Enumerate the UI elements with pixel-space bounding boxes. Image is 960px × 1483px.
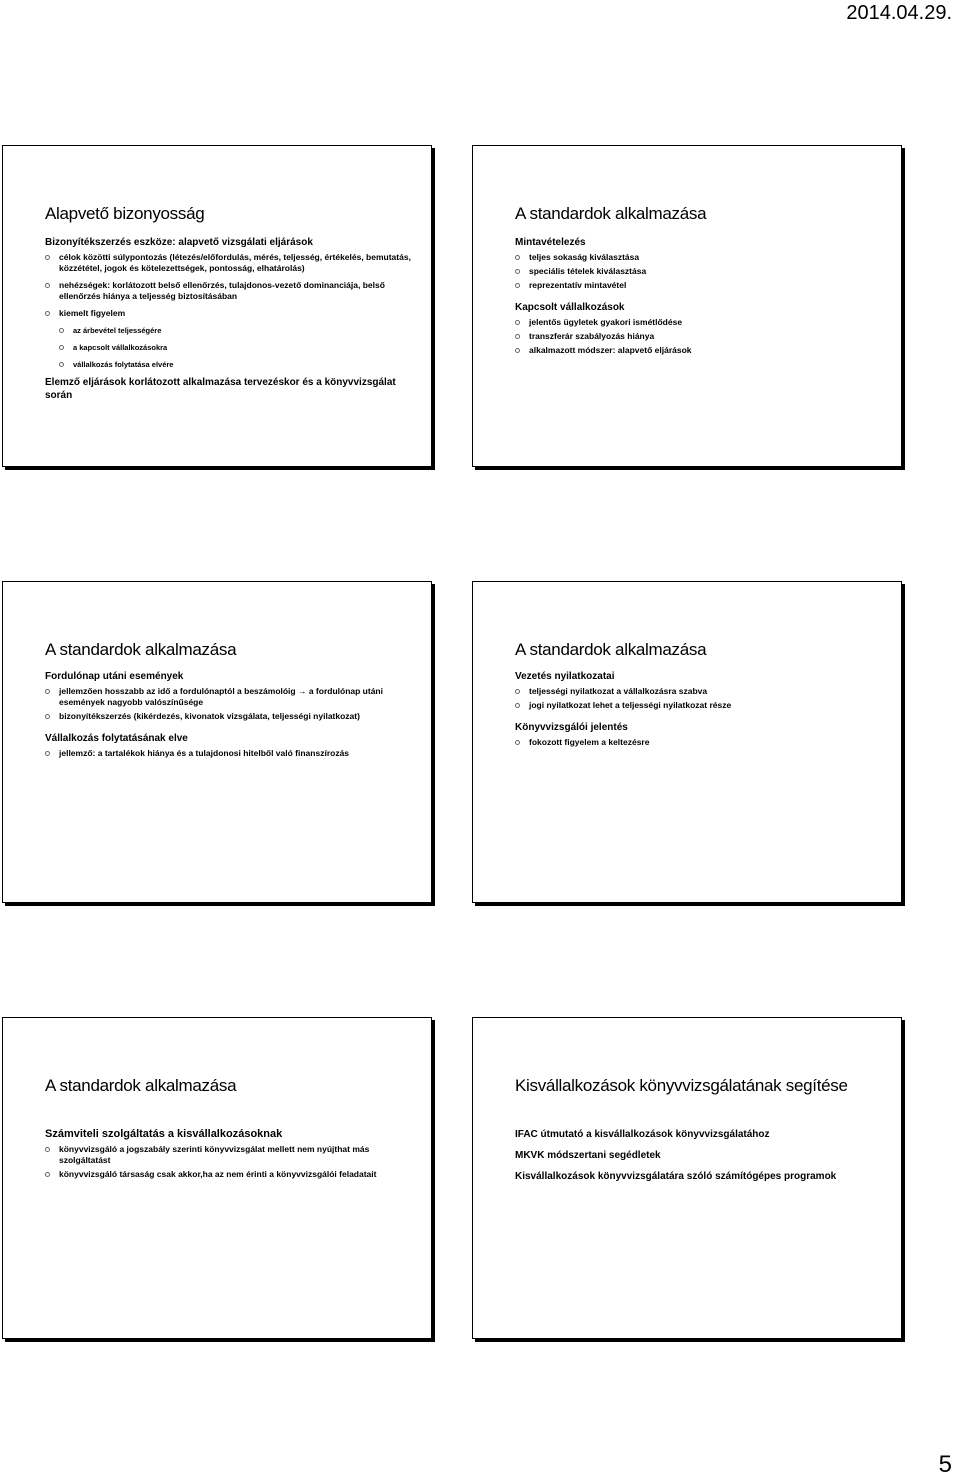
slide-body	[45, 670, 413, 762]
slide-4	[472, 581, 902, 903]
list-item: kiemelt figyelem	[45, 308, 413, 319]
bullet-list	[515, 737, 883, 748]
slide-body	[515, 1128, 883, 1191]
bullet-list	[515, 252, 883, 291]
list-item: teljes sokaság kiválasztása	[515, 252, 883, 263]
bullet-list	[515, 686, 883, 711]
section-heading: Vezetés nyilatkozatai	[515, 671, 615, 682]
list-item: speciális tételek kiválasztása	[515, 266, 883, 277]
list-item: könyvvizsgáló társaság csak akkor,ha az nem érinti a könyvvizsgálói feladatait	[45, 1169, 413, 1180]
slide-title: Alapvető bizonyosság	[45, 204, 205, 223]
section-heading: Vállalkozás folytatásának elve	[45, 733, 188, 744]
bullet-list	[515, 317, 883, 356]
section-heading: Számviteli szolgáltatás a kisvállalkozásoknak	[45, 1128, 283, 1140]
list-item: nehézségek: korlátozott belső ellenőrzés, tulajdonos-vezető dominanciája, belső ellenőrzés hiánya a teljesség biztosításában	[45, 280, 413, 302]
bullet-list	[45, 748, 413, 759]
list-sub-item: vállalkozás folytatása elvére	[45, 359, 413, 370]
list-item: jellemző: a tartalékok hiánya és a tulajdonosi hitelből való finanszírozás	[45, 748, 413, 759]
slide-body	[515, 670, 883, 751]
list-item: fokozott figyelem a keltezésre	[515, 737, 883, 748]
list-sub-item: a kapcsolt vállalkozásokra	[45, 342, 413, 353]
list-item: teljességi nyilatkozat a vállalkozásra szabva	[515, 686, 883, 697]
slide-line: Kisvállalkozások könyvvizsgálatára szóló számítógépes programok	[515, 1171, 837, 1182]
list-item: transzferár szabályozás hiánya	[515, 331, 883, 342]
slide-title: A standardok alkalmazása	[45, 640, 237, 659]
section-heading: Fordulónap utáni események	[45, 671, 184, 682]
slide-title: Kisvállalkozások könyvvizsgálatának segítése	[515, 1076, 848, 1095]
slide-title: A standardok alkalmazása	[515, 640, 707, 659]
list-item: bizonyítékszerzés (kikérdezés, kivonatok vizsgálata, teljességi nyilatkozat)	[45, 711, 413, 722]
slide-1	[2, 145, 432, 467]
list-item: könyvvizsgáló a jogszabály szerinti könyvvizsgálat mellett nem nyújthat más szolgáltatást	[45, 1144, 413, 1166]
date-stamp: 2014.04.29.	[846, 2, 952, 24]
bullet-list	[45, 1144, 413, 1180]
slide-title: A standardok alkalmazása	[45, 1076, 237, 1095]
slide-5	[2, 1017, 432, 1339]
slide-line: IFAC útmutató a kisvállalkozások könyvvizsgálatához	[515, 1129, 770, 1140]
list-item: jogi nyilatkozat lehet a teljességi nyilatkozat része	[515, 700, 883, 711]
slide-2	[472, 145, 902, 467]
slide-body	[45, 236, 413, 405]
slide-line: MKVK módszertani segédletek	[515, 1150, 661, 1161]
slide-body	[515, 236, 883, 359]
slide-heading: Bizonyítékszerzés eszköze: alapvető vizsgálati eljárások	[45, 237, 313, 248]
section-heading: Mintavételezés	[515, 237, 586, 248]
page-number: 5	[938, 1451, 952, 1478]
slide-6	[472, 1017, 902, 1339]
section-heading: Kapcsolt vállalkozások	[515, 302, 625, 313]
slide-title: A standardok alkalmazása	[515, 204, 707, 223]
slide-3	[2, 581, 432, 903]
bullet-list	[45, 252, 413, 370]
section-heading: Könyvvizsgálói jelentés	[515, 722, 628, 733]
list-item: alkalmazott módszer: alapvető eljárások	[515, 345, 883, 356]
list-sub-item: az árbevétel teljességére	[45, 325, 413, 336]
list-item: reprezentatív mintavétel	[515, 280, 883, 291]
list-item: célok közötti súlypontozás (létezés/előfordulás, mérés, teljesség, értékelés, bemutatás, közzététel, jogok és kötelezettségek, pontosság, elhatárolás)	[45, 252, 413, 274]
slide-body	[45, 1128, 413, 1183]
list-item: jelentős ügyletek gyakori ismétlődése	[515, 317, 883, 328]
slide-heading: Elemző eljárások korlátozott alkalmazása tervezéskor és a könyvvizsgálat során	[45, 377, 396, 401]
list-item: jellemzően hosszabb az idő a fordulónaptól a beszámolóig → a fordulónap utáni események nagyobb valószínűsége	[45, 686, 413, 708]
bullet-list	[45, 686, 413, 722]
